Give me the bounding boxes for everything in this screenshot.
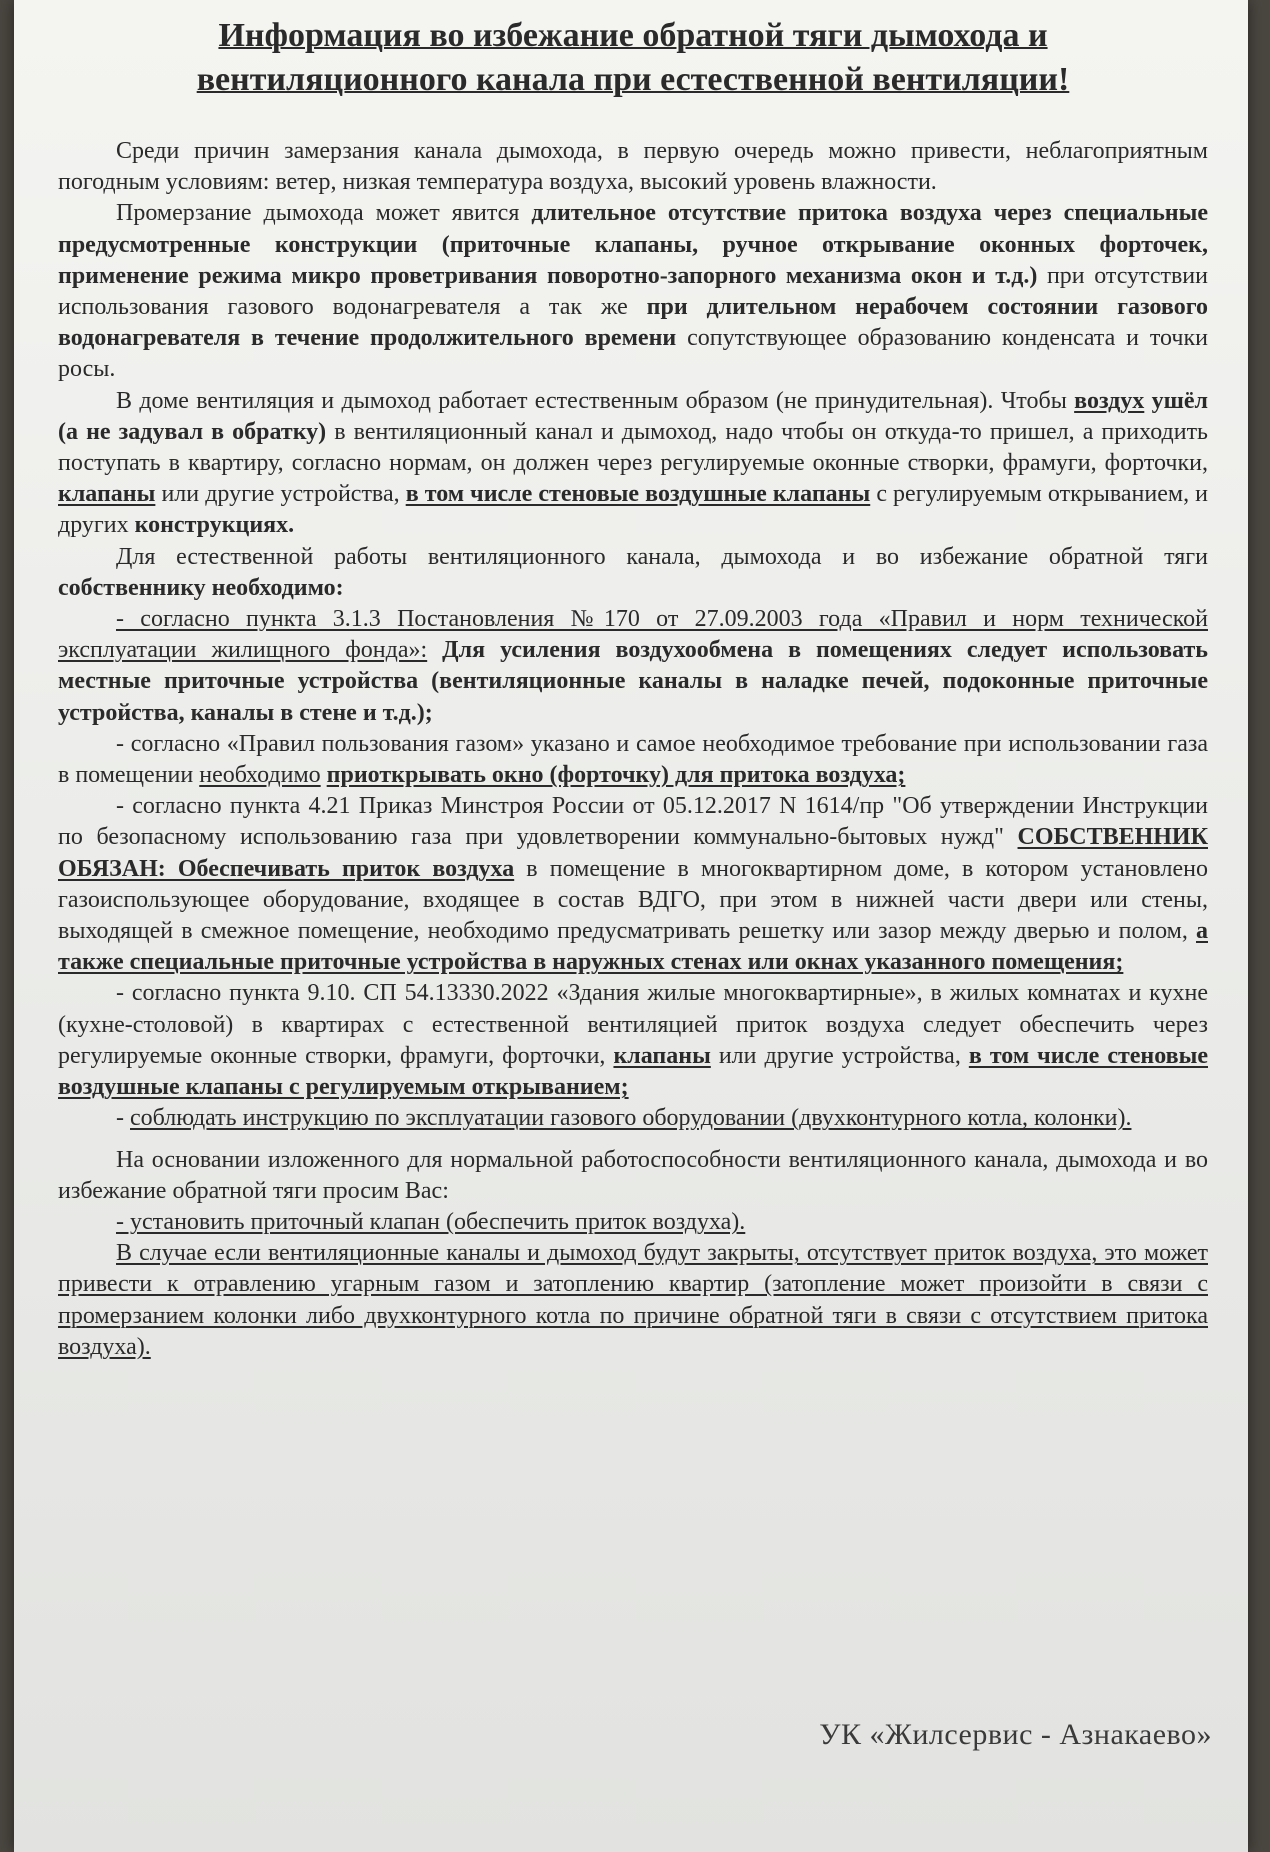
text-run: - согласно пункта 4.21 Приказ Минстроя России от 05.12.2017 N 1614/пр "Об утверждении Инструкции по безопасному использованию газа при удовлетворении коммунально-бытовых нужд" (58, 793, 1208, 851)
bold-run: ушёл (а не задувал в обратку) (58, 387, 1208, 445)
bold-underlined-run: воздух (1074, 387, 1145, 414)
text-run: сопутствующее образованию конденсата и точки росы. (58, 325, 1208, 383)
document-body (58, 14, 1208, 1363)
bold-run: длительное отсутствие притока воздуха через специальные предусмотренные конструкции (приточные клапаны, ручное открывание оконных форточек, применение режима микро проветривания поворотно-запорного механизма окон и т.д.) (58, 200, 1208, 289)
title-line-2: вентиляционного канала при естественной вентиляции! (196, 61, 1070, 98)
paragraph-owner-requirements (58, 542, 1208, 604)
text-run: или другие устройства, (710, 1042, 969, 1069)
bold-run: при длительном нерабочем состоянии газового водонагревателя в течение продолжительного времени (58, 294, 1208, 352)
text-run: при отсутствии использования газового водонагревателя а так же (58, 262, 1208, 321)
paragraph-request: На основании изложенного для нормальной работоспособности вентиляционного канала, дымохода и во избежание обратной тяги просим Вас: (58, 1146, 1208, 1204)
list-item-gas-rules (58, 729, 1208, 791)
text-run: В доме вентиляция и дымоход работает естественным образом (не принудительная). Чтобы (116, 387, 1075, 414)
bold-underlined-run: приоткрывать окно (форточку) для притока воздуха; (326, 762, 906, 789)
bold-underlined-run: в том числе стеновые воздушные клапаны с регулируемым открыванием; (58, 1042, 1208, 1101)
list-item-minstroy-order (58, 791, 1208, 978)
bold-underlined-run: клапаны (613, 1042, 711, 1069)
signature-management-company: УК «Жилсервис - Азнакаево» (819, 1718, 1212, 1751)
bold-underlined-run: в том числе стеновые воздушные клапаны (405, 481, 871, 508)
underlined-run: необходимо (199, 762, 321, 789)
request-install-valve (58, 1207, 1208, 1238)
bold-underlined-run: клапаны (58, 481, 156, 508)
underlined-run: В случае если вентиляционные каналы и дымоход будут закрыты, отсутствует приток воздуха, это может привести к отравлению угарным газом и затоплению квартир (затопление может произойти в связи с промерзанием колонки либо двухконтурного котла по причине обратной тяги в связи с отсутствием притока воздуха). (58, 1240, 1208, 1360)
document-title (58, 14, 1208, 102)
underlined-run: - согласно пункта 3.1.3 Постановления №170 от 27.09.2003 года «Правил и норм технической эксплуатации жилищного фонда»: (58, 606, 1208, 664)
text-run: в вентиляционный канал и дымоход, надо чтобы он откуда-то пришел, а приходить поступать в квартиру, согласно нормам, он должен через регулируемые оконные створки, фрамуги, форточки, (58, 418, 1208, 477)
bold-underlined-run: а также специальные приточные устройства в наружных стенах или окнах указанного помещения; (58, 918, 1208, 976)
bold-run: конструкциях. (134, 512, 295, 539)
text-run: - согласно пункта 9.10. СП 54.13330.2022 «Здания жилые многоквартирные», в жилых комнатах и кухне (кухне-столовой) в квартирах с естественной вентиляцией приток воздуха следует обеспечить через регулируемые оконные створки, фрамуги, форточки, (58, 980, 1208, 1069)
title-line-1: Информация во избежание обратной тяги дымохода и (218, 17, 1048, 54)
paragraph-causes: Среди причин замерзания канала дымохода, в первую очередь можно привести, неблагоприятным погодным условиям: ветер, низкая температура воздуха, высокий уровень влажности. (58, 138, 1208, 196)
paragraph-warning (58, 1238, 1208, 1363)
underlined-run: - установить приточный клапан (обеспечить приток воздуха). (116, 1208, 746, 1235)
list-item-sp-54 (58, 978, 1208, 1103)
document-sheet (14, 0, 1248, 1852)
text-run: - (116, 1105, 130, 1132)
bold-run: собственнику необходимо: (58, 574, 344, 601)
text-run: с регулируемым открыванием, и других (58, 481, 1208, 539)
text-run: - согласно «Правил пользования газом» указано и самое необходимое требование при использовании газа в помещении (58, 730, 1208, 789)
text-run: Для естественной работы вентиляционного канала, дымохода и во избежание обратной тяги (116, 543, 1208, 570)
list-item-gas-equipment-instructions (58, 1103, 1208, 1134)
text-run: в помещение в многоквартирном доме, в котором установлено газоиспользующее оборудование, входящее в состав ВДГО, при этом в нижней части двери или стены, выходящей в смежное помещение, необходимо предусматривать решетку или зазор между дверью и полом, (58, 855, 1208, 945)
paragraph-freezing (58, 198, 1208, 385)
text-run: Промерзание дымохода может явится (116, 200, 532, 227)
bold-underlined-run: СОБСТВЕННИК ОБЯЗАН: Обеспечивать приток воздуха (58, 824, 1208, 882)
underlined-run: соблюдать инструкцию по эксплуатации газового оборудовании (двухконтурного котла, колонки). (130, 1105, 1132, 1132)
paragraph-natural-ventilation (58, 386, 1208, 542)
list-item-resolution-170 (58, 604, 1208, 729)
bold-run: Для усиления воздухообмена в помещениях следует использовать местные приточные устройства (вентиляционные каналы в наладке печей, подоконные приточные устройства, каналы в стене и т.д.); (58, 637, 1208, 726)
text-run: или другие устройства, (155, 481, 406, 508)
